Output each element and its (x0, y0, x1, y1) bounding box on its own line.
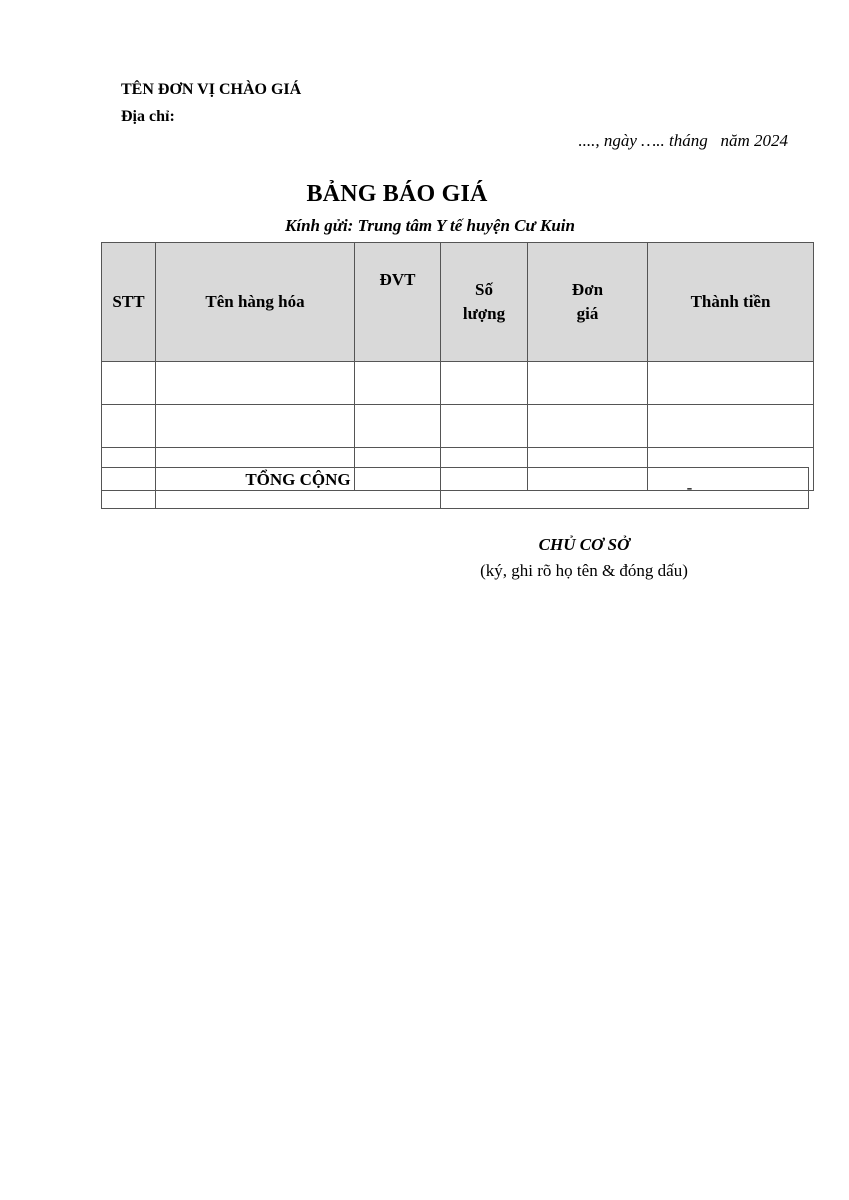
quote-table (101, 242, 814, 491)
col-header-amount: Thành tiền (648, 243, 814, 362)
date-line: ...., ngày ….. tháng năm 2024 (578, 131, 788, 150)
col-header-quantity-line2: lượng (462, 304, 506, 323)
col-header-name: Tên hàng hóa (156, 243, 355, 362)
cell-quantity (441, 405, 528, 448)
table-row (102, 362, 814, 405)
col-header-unit-price (528, 243, 648, 362)
cell-quantity (441, 362, 528, 405)
cell-amount (648, 405, 814, 448)
cell-name (156, 362, 355, 405)
address-label: Địa chỉ: (121, 108, 175, 125)
total-table (101, 467, 809, 509)
cell-stt (102, 405, 156, 448)
col-header-unit-price-line1: Đơn (571, 280, 604, 299)
col-header-quantity-line1: Số (475, 280, 493, 299)
total-row-stt-cell (102, 468, 156, 509)
table-header-row (102, 243, 814, 362)
col-header-unit: ĐVT (355, 243, 441, 362)
cell-unit (355, 405, 441, 448)
total-row (102, 468, 809, 509)
cell-unit-price (528, 405, 648, 448)
cell-unit-price (528, 362, 648, 405)
cell-amount (648, 362, 814, 405)
cell-unit (355, 362, 441, 405)
document-title: BẢNG BÁO GIÁ (306, 181, 488, 207)
org-name: TÊN ĐƠN VỊ CHÀO GIÁ (121, 81, 302, 98)
signature-title: CHỦ CƠ SỞ (538, 535, 630, 554)
total-label: TỔNG CỘNG (156, 468, 441, 509)
cell-name (156, 405, 355, 448)
signature-note: (ký, ghi rõ họ tên & đóng dấu) (480, 561, 688, 580)
col-header-quantity (441, 243, 528, 362)
cell-stt (102, 362, 156, 405)
col-header-unit-price-line2: giá (576, 304, 599, 323)
recipient-line: Kính gửi: Trung tâm Y tế huyện Cư Kuin (285, 216, 575, 235)
table-row (102, 405, 814, 448)
col-header-stt: STT (102, 243, 156, 362)
total-value: - (441, 468, 809, 509)
